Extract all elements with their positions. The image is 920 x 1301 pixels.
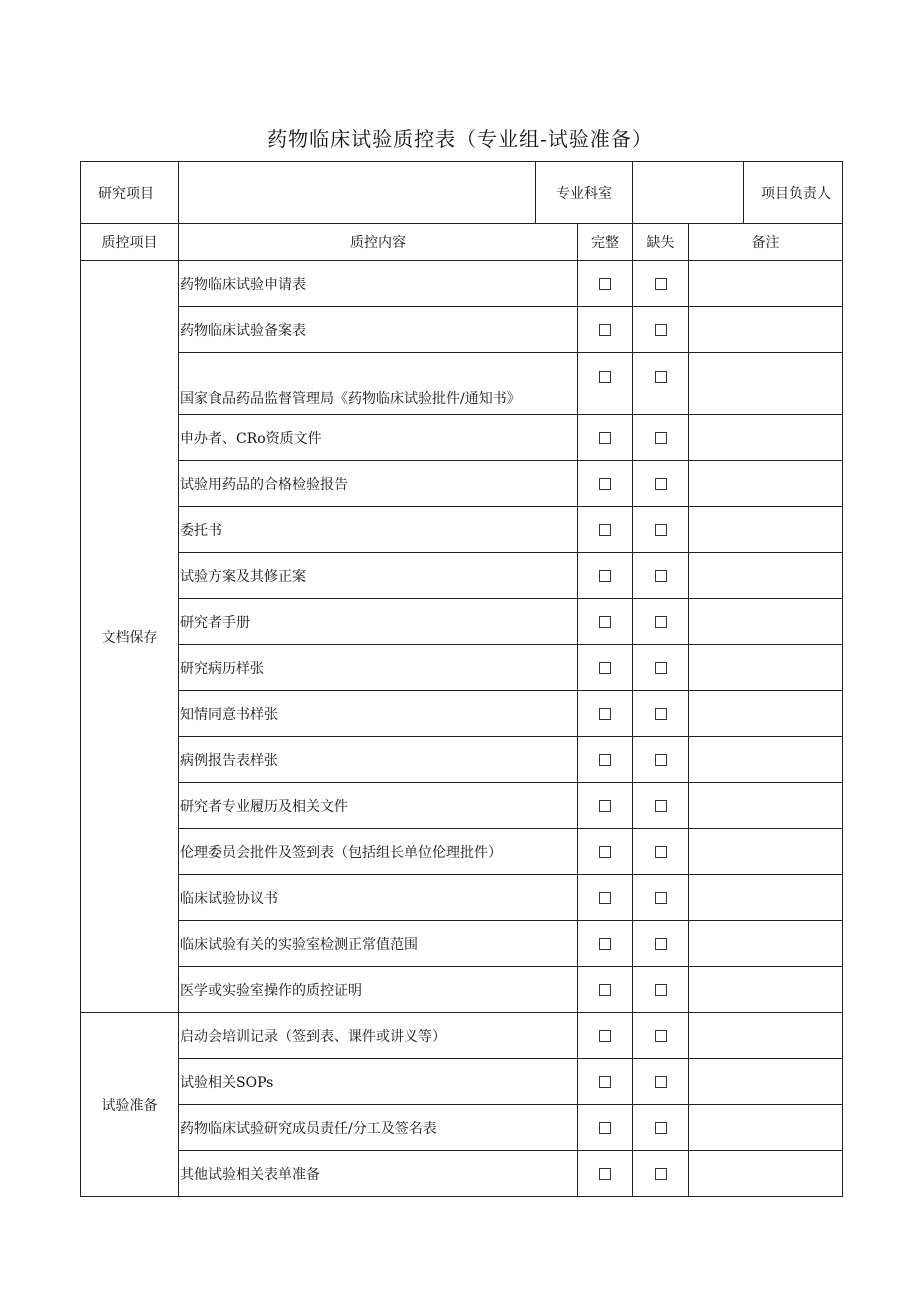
missing-cell	[633, 261, 689, 307]
col-header-qc-item: 质控项目	[81, 224, 179, 261]
complete-checkbox[interactable]	[599, 938, 611, 950]
missing-checkbox[interactable]	[655, 1168, 667, 1180]
missing-cell	[633, 691, 689, 737]
complete-checkbox[interactable]	[599, 1122, 611, 1134]
qc-item-text: 医学或实验室操作的质控证明	[179, 967, 578, 1013]
group-label: 试验准备	[81, 1013, 179, 1197]
complete-checkbox[interactable]	[599, 324, 611, 336]
complete-checkbox[interactable]	[599, 616, 611, 628]
complete-cell	[578, 353, 633, 415]
table-row	[81, 737, 843, 783]
complete-cell	[578, 921, 633, 967]
missing-cell	[633, 353, 689, 415]
table-row	[81, 261, 843, 307]
missing-cell	[633, 1105, 689, 1151]
col-header-missing: 缺失	[633, 224, 689, 261]
missing-cell	[633, 415, 689, 461]
col-header-complete: 完整	[578, 224, 633, 261]
complete-cell	[578, 261, 633, 307]
remarks-field[interactable]	[689, 783, 843, 829]
missing-cell	[633, 553, 689, 599]
project-label: 研究项目	[81, 162, 179, 224]
table-row	[81, 553, 843, 599]
complete-checkbox[interactable]	[599, 892, 611, 904]
complete-cell	[578, 507, 633, 553]
complete-cell	[578, 1013, 633, 1059]
missing-checkbox[interactable]	[655, 754, 667, 766]
dept-label: 专业科室	[536, 162, 633, 224]
missing-checkbox[interactable]	[655, 570, 667, 582]
table-row	[81, 1059, 843, 1105]
qc-item-text: 国家食品药品监督管理局《药物临床试验批件/通知书》	[179, 353, 578, 415]
remarks-field[interactable]	[689, 875, 843, 921]
table-row	[81, 829, 843, 875]
remarks-field[interactable]	[689, 737, 843, 783]
complete-cell	[578, 829, 633, 875]
remarks-field[interactable]	[689, 1105, 843, 1151]
missing-cell	[633, 1151, 689, 1197]
missing-cell	[633, 967, 689, 1013]
complete-cell	[578, 737, 633, 783]
missing-checkbox[interactable]	[655, 1030, 667, 1042]
qc-item-text: 试验相关SOPs	[179, 1059, 578, 1105]
complete-checkbox[interactable]	[599, 570, 611, 582]
remarks-field[interactable]	[689, 921, 843, 967]
missing-cell	[633, 921, 689, 967]
project-info-row	[81, 162, 843, 224]
table-row	[81, 645, 843, 691]
missing-checkbox[interactable]	[655, 846, 667, 858]
table-row	[81, 307, 843, 353]
complete-cell	[578, 645, 633, 691]
table-row	[81, 1105, 843, 1151]
missing-checkbox[interactable]	[655, 892, 667, 904]
complete-cell	[578, 783, 633, 829]
missing-cell	[633, 1059, 689, 1105]
missing-checkbox[interactable]	[655, 938, 667, 950]
complete-checkbox[interactable]	[599, 984, 611, 996]
table-row	[81, 875, 843, 921]
qc-item-text: 其他试验相关表单准备	[179, 1151, 578, 1197]
complete-checkbox[interactable]	[599, 478, 611, 490]
complete-cell	[578, 553, 633, 599]
complete-cell	[578, 1151, 633, 1197]
missing-cell	[633, 507, 689, 553]
complete-checkbox[interactable]	[599, 432, 611, 444]
table-row	[81, 921, 843, 967]
column-header-row	[81, 224, 843, 261]
complete-cell	[578, 1105, 633, 1151]
table-row	[81, 353, 843, 415]
table-row	[81, 783, 843, 829]
table-row	[81, 967, 843, 1013]
missing-checkbox[interactable]	[655, 984, 667, 996]
missing-checkbox[interactable]	[655, 478, 667, 490]
complete-checkbox[interactable]	[599, 524, 611, 536]
complete-checkbox[interactable]	[599, 1030, 611, 1042]
remarks-field[interactable]	[689, 645, 843, 691]
remarks-field[interactable]	[689, 967, 843, 1013]
remarks-field[interactable]	[689, 461, 843, 507]
remarks-field[interactable]	[689, 307, 843, 353]
missing-checkbox[interactable]	[655, 524, 667, 536]
qc-item-text: 临床试验有关的实验室检测正常值范围	[179, 921, 578, 967]
missing-checkbox[interactable]	[655, 1076, 667, 1088]
missing-cell	[633, 1013, 689, 1059]
complete-cell	[578, 599, 633, 645]
missing-cell	[633, 875, 689, 921]
complete-cell	[578, 415, 633, 461]
remarks-field[interactable]	[689, 599, 843, 645]
table-row	[81, 599, 843, 645]
lead-label: 项目负责人	[744, 162, 843, 224]
form-title: 药物临床试验质控表（专业组-试验准备）	[267, 127, 653, 151]
qc-item-text: 试验用药品的合格检验报告	[179, 461, 578, 507]
missing-cell	[633, 461, 689, 507]
qc-item-text: 启动会培训记录（签到表、课件或讲义等）	[179, 1013, 578, 1059]
table-row	[81, 691, 843, 737]
table-row	[81, 461, 843, 507]
missing-cell	[633, 599, 689, 645]
qc-item-text: 药物临床试验申请表	[179, 261, 578, 307]
qc-item-text: 委托书	[179, 507, 578, 553]
missing-checkbox[interactable]	[655, 616, 667, 628]
missing-cell	[633, 645, 689, 691]
missing-checkbox[interactable]	[655, 708, 667, 720]
complete-cell	[578, 1059, 633, 1105]
remarks-field[interactable]	[689, 691, 843, 737]
complete-cell	[578, 461, 633, 507]
complete-checkbox[interactable]	[599, 371, 611, 383]
qc-item-text: 病例报告表样张	[179, 737, 578, 783]
missing-checkbox[interactable]	[655, 324, 667, 336]
remarks-field[interactable]	[689, 261, 843, 307]
qc-item-text: 研究者专业履历及相关文件	[179, 783, 578, 829]
complete-cell	[578, 967, 633, 1013]
qc-item-text: 药物临床试验备案表	[179, 307, 578, 353]
missing-cell	[633, 307, 689, 353]
remarks-field[interactable]	[689, 1151, 843, 1197]
remarks-field[interactable]	[689, 829, 843, 875]
qc-item-text: 药物临床试验研究成员责任/分工及签名表	[179, 1105, 578, 1151]
table-row	[81, 415, 843, 461]
complete-checkbox[interactable]	[599, 278, 611, 290]
complete-checkbox[interactable]	[599, 708, 611, 720]
dept-value-field[interactable]	[633, 162, 744, 224]
complete-cell	[578, 307, 633, 353]
remarks-field[interactable]	[689, 1013, 843, 1059]
qc-item-text: 研究者手册	[179, 599, 578, 645]
qc-item-text: 临床试验协议书	[179, 875, 578, 921]
remarks-field[interactable]	[689, 415, 843, 461]
missing-cell	[633, 783, 689, 829]
missing-checkbox[interactable]	[655, 800, 667, 812]
col-header-qc-content: 质控内容	[179, 224, 578, 261]
table-row	[81, 507, 843, 553]
complete-checkbox[interactable]	[599, 846, 611, 858]
remarks-field[interactable]	[689, 507, 843, 553]
missing-checkbox[interactable]	[655, 662, 667, 674]
table-row	[81, 1151, 843, 1197]
complete-cell	[578, 875, 633, 921]
missing-cell	[633, 737, 689, 783]
table-row	[81, 1013, 843, 1059]
missing-checkbox[interactable]	[655, 371, 667, 383]
complete-checkbox[interactable]	[599, 754, 611, 766]
qc-item-text: 申办者、CRo资质文件	[179, 415, 578, 461]
complete-checkbox[interactable]	[599, 662, 611, 674]
missing-checkbox[interactable]	[655, 432, 667, 444]
complete-checkbox[interactable]	[599, 1168, 611, 1180]
qc-table	[80, 161, 843, 1197]
complete-cell	[578, 691, 633, 737]
remarks-field[interactable]	[689, 353, 843, 415]
group-label: 文档保存	[81, 261, 179, 1013]
remarks-field[interactable]	[689, 1059, 843, 1105]
missing-cell	[633, 829, 689, 875]
complete-checkbox[interactable]	[599, 1076, 611, 1088]
missing-checkbox[interactable]	[655, 278, 667, 290]
complete-checkbox[interactable]	[599, 800, 611, 812]
missing-checkbox[interactable]	[655, 1122, 667, 1134]
col-header-remarks: 备注	[689, 224, 843, 261]
project-value-field[interactable]	[179, 162, 536, 224]
qc-item-text: 研究病历样张	[179, 645, 578, 691]
qc-item-text: 知情同意书样张	[179, 691, 578, 737]
remarks-field[interactable]	[689, 553, 843, 599]
qc-item-text: 伦理委员会批件及签到表（包括组长单位伦理批件）	[179, 829, 578, 875]
qc-item-text: 试验方案及其修正案	[179, 553, 578, 599]
